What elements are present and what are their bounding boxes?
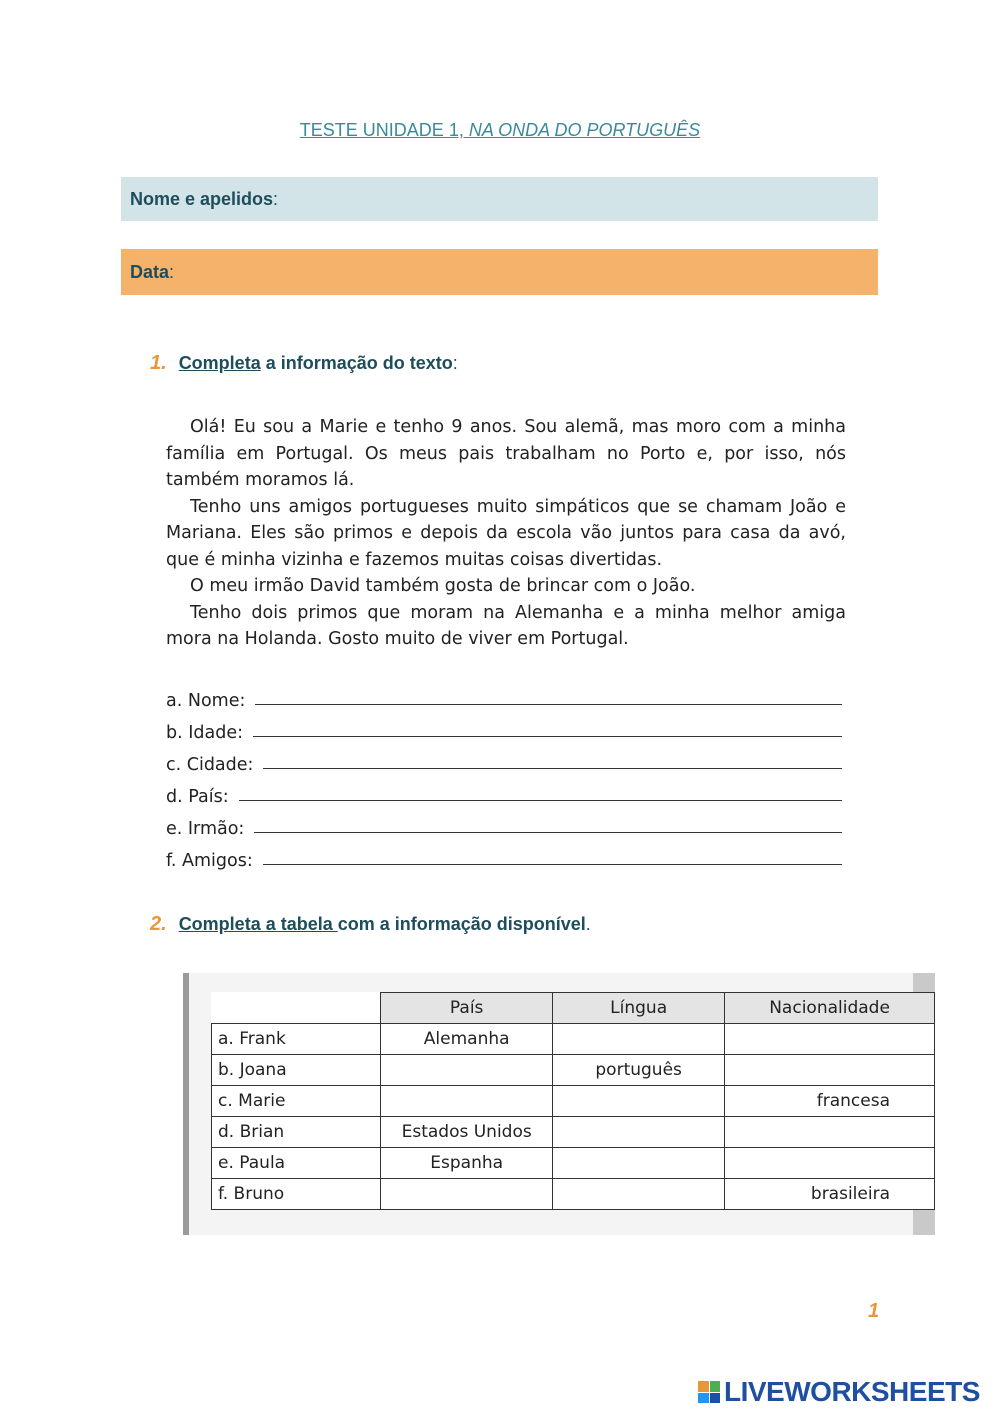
- cell-lingua: português: [553, 1055, 725, 1086]
- cell-nacionalidade[interactable]: [725, 1148, 935, 1179]
- question-2-heading: 2. Completa a tabela com a informação disponível.: [150, 913, 591, 935]
- table-row: [212, 1148, 935, 1179]
- info-table: [211, 992, 935, 1210]
- question-1-number: 1.: [150, 352, 167, 374]
- cell-pais[interactable]: [381, 1179, 553, 1210]
- table-row: [212, 1179, 935, 1210]
- answer-label: b. Idade:: [166, 723, 243, 743]
- cell-nacionalidade: francesa: [725, 1086, 935, 1117]
- scan-edge-left: [183, 973, 189, 1235]
- table-row: [212, 1086, 935, 1117]
- cell-lingua[interactable]: [553, 1179, 725, 1210]
- answer-label: e. Irmão:: [166, 819, 245, 839]
- table-row: [212, 1024, 935, 1055]
- answer-row-idade: [166, 713, 842, 745]
- title-book: NA ONDA DO PORTUGUÊS: [468, 120, 701, 140]
- row-name: b. Joana: [212, 1055, 381, 1086]
- question-1-verb: Completa: [178, 353, 261, 373]
- date-field[interactable]: Data :: [121, 249, 878, 295]
- answer-line[interactable]: [263, 768, 842, 769]
- answer-row-cidade: [166, 745, 842, 777]
- passage-paragraph: Olá! Eu sou a Marie e tenho 9 anos. Sou alemã, mas moro com a minha família em Portugal. Os meus pais trabalham no Porto e, por isso, nós também moramos lá.: [166, 417, 846, 490]
- cell-lingua[interactable]: [553, 1086, 725, 1117]
- table-row: [212, 1117, 935, 1148]
- page-number: 1: [868, 1300, 880, 1322]
- answer-label: c. Cidade:: [166, 755, 254, 775]
- row-name: f. Bruno: [212, 1179, 381, 1210]
- cell-nacionalidade[interactable]: [725, 1117, 935, 1148]
- title-main: TESTE UNIDADE 1,: [299, 120, 469, 140]
- table-header-row: [212, 993, 935, 1024]
- answer-line[interactable]: [255, 704, 842, 705]
- row-name: c. Marie: [212, 1086, 381, 1117]
- header-nacionalidade: Nacionalidade: [725, 993, 935, 1024]
- passage-paragraph: Tenho uns amigos portugueses muito simpáticos que se chamam João e Mariana. Eles são primos e depois da escola vão juntos para casa da avó, que é minha vizinha e fazemos muitas coisas divertidas.: [166, 496, 846, 570]
- header-blank: [212, 993, 381, 1024]
- answer-row-amigos: [166, 841, 842, 873]
- answer-list: [166, 681, 842, 873]
- header-lingua: Língua: [553, 993, 725, 1024]
- liveworksheets-icon: [698, 1381, 720, 1403]
- answer-line[interactable]: [253, 736, 842, 737]
- name-field[interactable]: Nome e apelidos :: [121, 177, 878, 221]
- cell-nacionalidade[interactable]: [725, 1055, 935, 1086]
- cell-pais[interactable]: [381, 1055, 553, 1086]
- answer-label: f. Amigos:: [166, 851, 253, 871]
- table-scan: [183, 973, 935, 1235]
- answer-label: a. Nome:: [166, 691, 246, 711]
- cell-pais: Espanha: [381, 1148, 553, 1179]
- date-label: Data: [130, 261, 170, 282]
- header-pais: País: [381, 993, 553, 1024]
- cell-lingua[interactable]: [553, 1148, 725, 1179]
- question-2-instruction: Completa a tabela: [178, 914, 338, 934]
- row-name: a. Frank: [212, 1024, 381, 1055]
- name-label: Nome e apelidos: [130, 188, 274, 209]
- brand-logo: [698, 1376, 980, 1408]
- answer-line[interactable]: [254, 832, 842, 833]
- cell-pais: Estados Unidos: [381, 1117, 553, 1148]
- passage-paragraph: O meu irmão David também gosta de brincar com o João.: [190, 576, 696, 596]
- answer-row-nome: [166, 681, 842, 713]
- answer-line[interactable]: [239, 800, 842, 801]
- cell-lingua[interactable]: [553, 1024, 725, 1055]
- cell-nacionalidade[interactable]: [725, 1024, 935, 1055]
- answer-line[interactable]: [263, 864, 842, 865]
- cell-pais[interactable]: [381, 1086, 553, 1117]
- worksheet-title: [0, 120, 1000, 141]
- table-row: [212, 1055, 935, 1086]
- brand-name: LIVEWORKSHEETS: [724, 1376, 980, 1407]
- question-2-number: 2.: [150, 913, 167, 935]
- question-1-heading: 1. Completa a informação do texto:: [150, 352, 458, 374]
- cell-pais: Alemanha: [381, 1024, 553, 1055]
- answer-row-irmao: [166, 809, 842, 841]
- cell-lingua[interactable]: [553, 1117, 725, 1148]
- cell-nacionalidade: brasileira: [725, 1179, 935, 1210]
- answer-row-pais: [166, 777, 842, 809]
- passage-paragraph: Tenho dois primos que moram na Alemanha e a minha melhor amiga mora na Holanda. Gosto muito de viver em Portugal.: [166, 602, 846, 649]
- reading-passage: [166, 414, 846, 653]
- row-name: d. Brian: [212, 1117, 381, 1148]
- row-name: e. Paula: [212, 1148, 381, 1179]
- answer-label: d. País:: [166, 787, 229, 807]
